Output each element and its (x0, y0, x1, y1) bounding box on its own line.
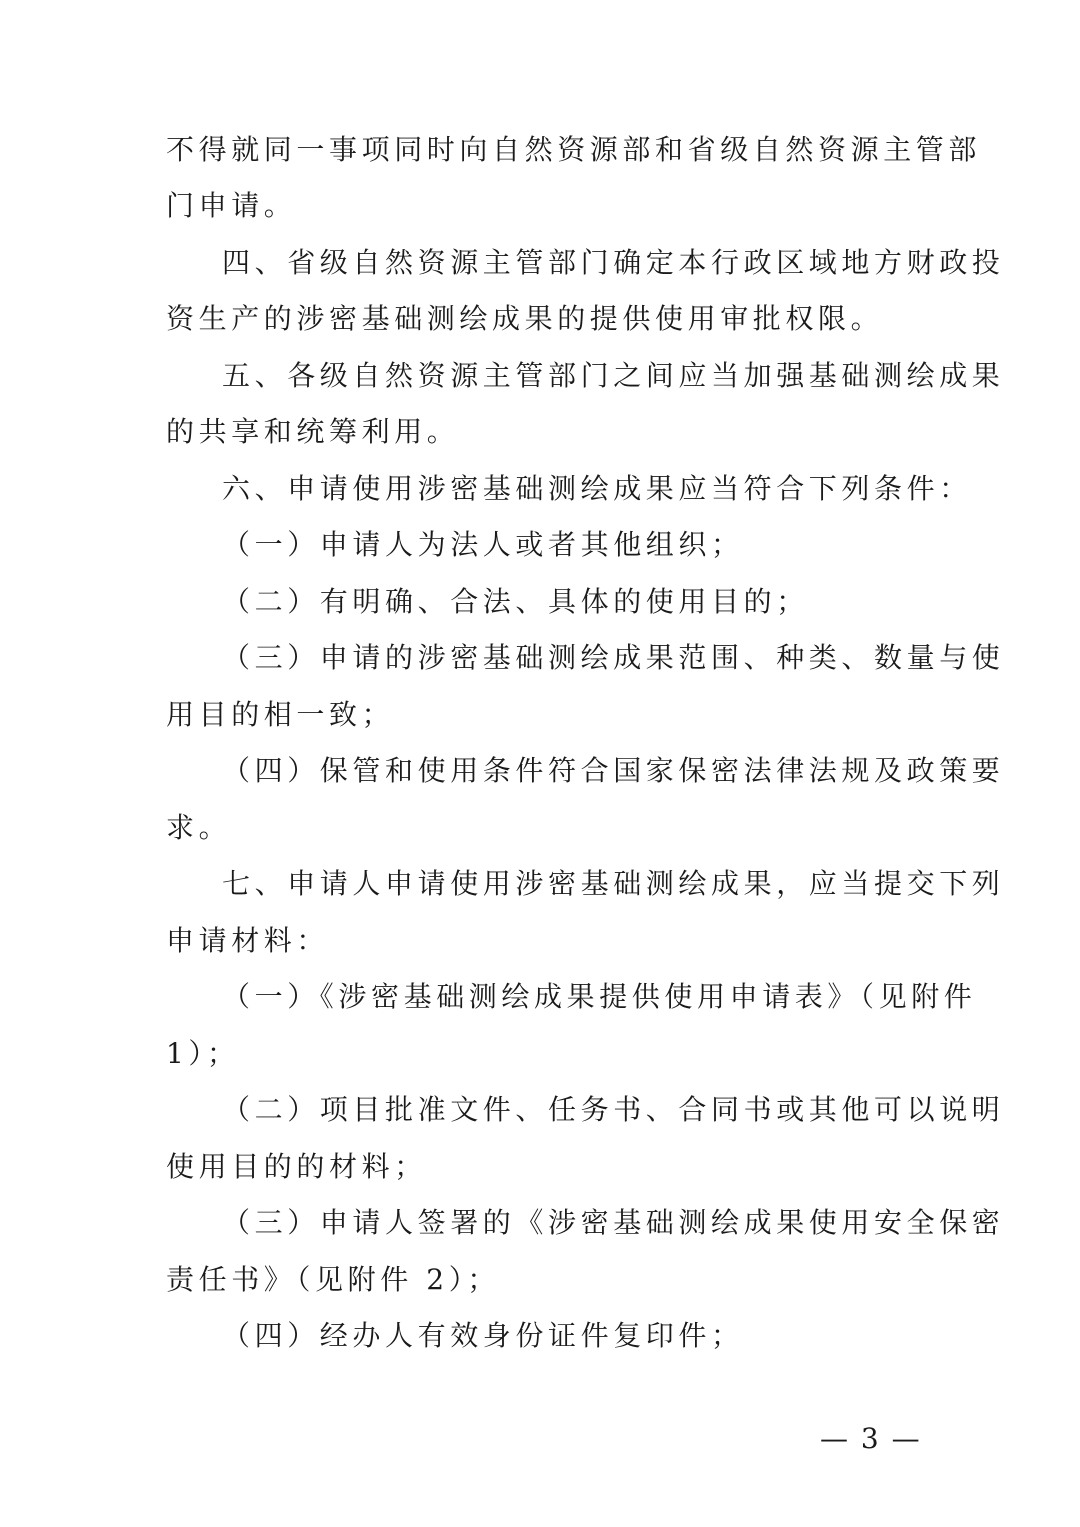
text-line: 六、申请使用涉密基础测绘成果应当符合下列条件： (222, 472, 972, 505)
text-line: （四）保管和使用条件符合国家保密法律法规及政策要 (222, 754, 1005, 787)
text-line: 1）； (166, 1037, 240, 1070)
text-line: （一）《涉密基础测绘成果提供使用申请表》（见附件 (222, 980, 977, 1013)
text-line: （二）有明确、合法、具体的使用目的； (222, 585, 809, 618)
text-line: 求。 (166, 811, 232, 844)
text-line: 门申请。 (166, 189, 297, 222)
text-line: 的共享和统筹利用。 (166, 415, 460, 448)
text-line: 五、各级自然资源主管部门之间应当加强基础测绘成果 (222, 359, 1005, 392)
text-line: 资生产的涉密基础测绘成果的提供使用审批权限。 (166, 302, 884, 335)
page-number: — 3 — (820, 1422, 922, 1455)
text-line: 申请材料： (166, 924, 330, 957)
text-line: 使用目的的材料； (166, 1150, 427, 1183)
text-line: （三）申请的涉密基础测绘成果范围、种类、数量与使 (222, 641, 1005, 674)
text-line: 四、省级自然资源主管部门确定本行政区域地方财政投 (222, 246, 1005, 279)
text-line: （一）申请人为法人或者其他组织； (222, 528, 744, 561)
text-line: 七、申请人申请使用涉密基础测绘成果，应当提交下列 (222, 867, 1005, 900)
text-line: （三）申请人签署的《涉密基础测绘成果使用安全保密 (222, 1206, 1005, 1239)
text-line: （四）经办人有效身份证件复印件； (222, 1319, 744, 1352)
text-line: 不得就同一事项同时向自然资源部和省级自然资源主管部 (166, 133, 982, 166)
text-line: （二）项目批准文件、任务书、合同书或其他可以说明 (222, 1093, 1005, 1126)
text-line: 用目的相一致； (166, 698, 395, 731)
text-line: 责任书》（见附件 2）； (166, 1263, 500, 1296)
